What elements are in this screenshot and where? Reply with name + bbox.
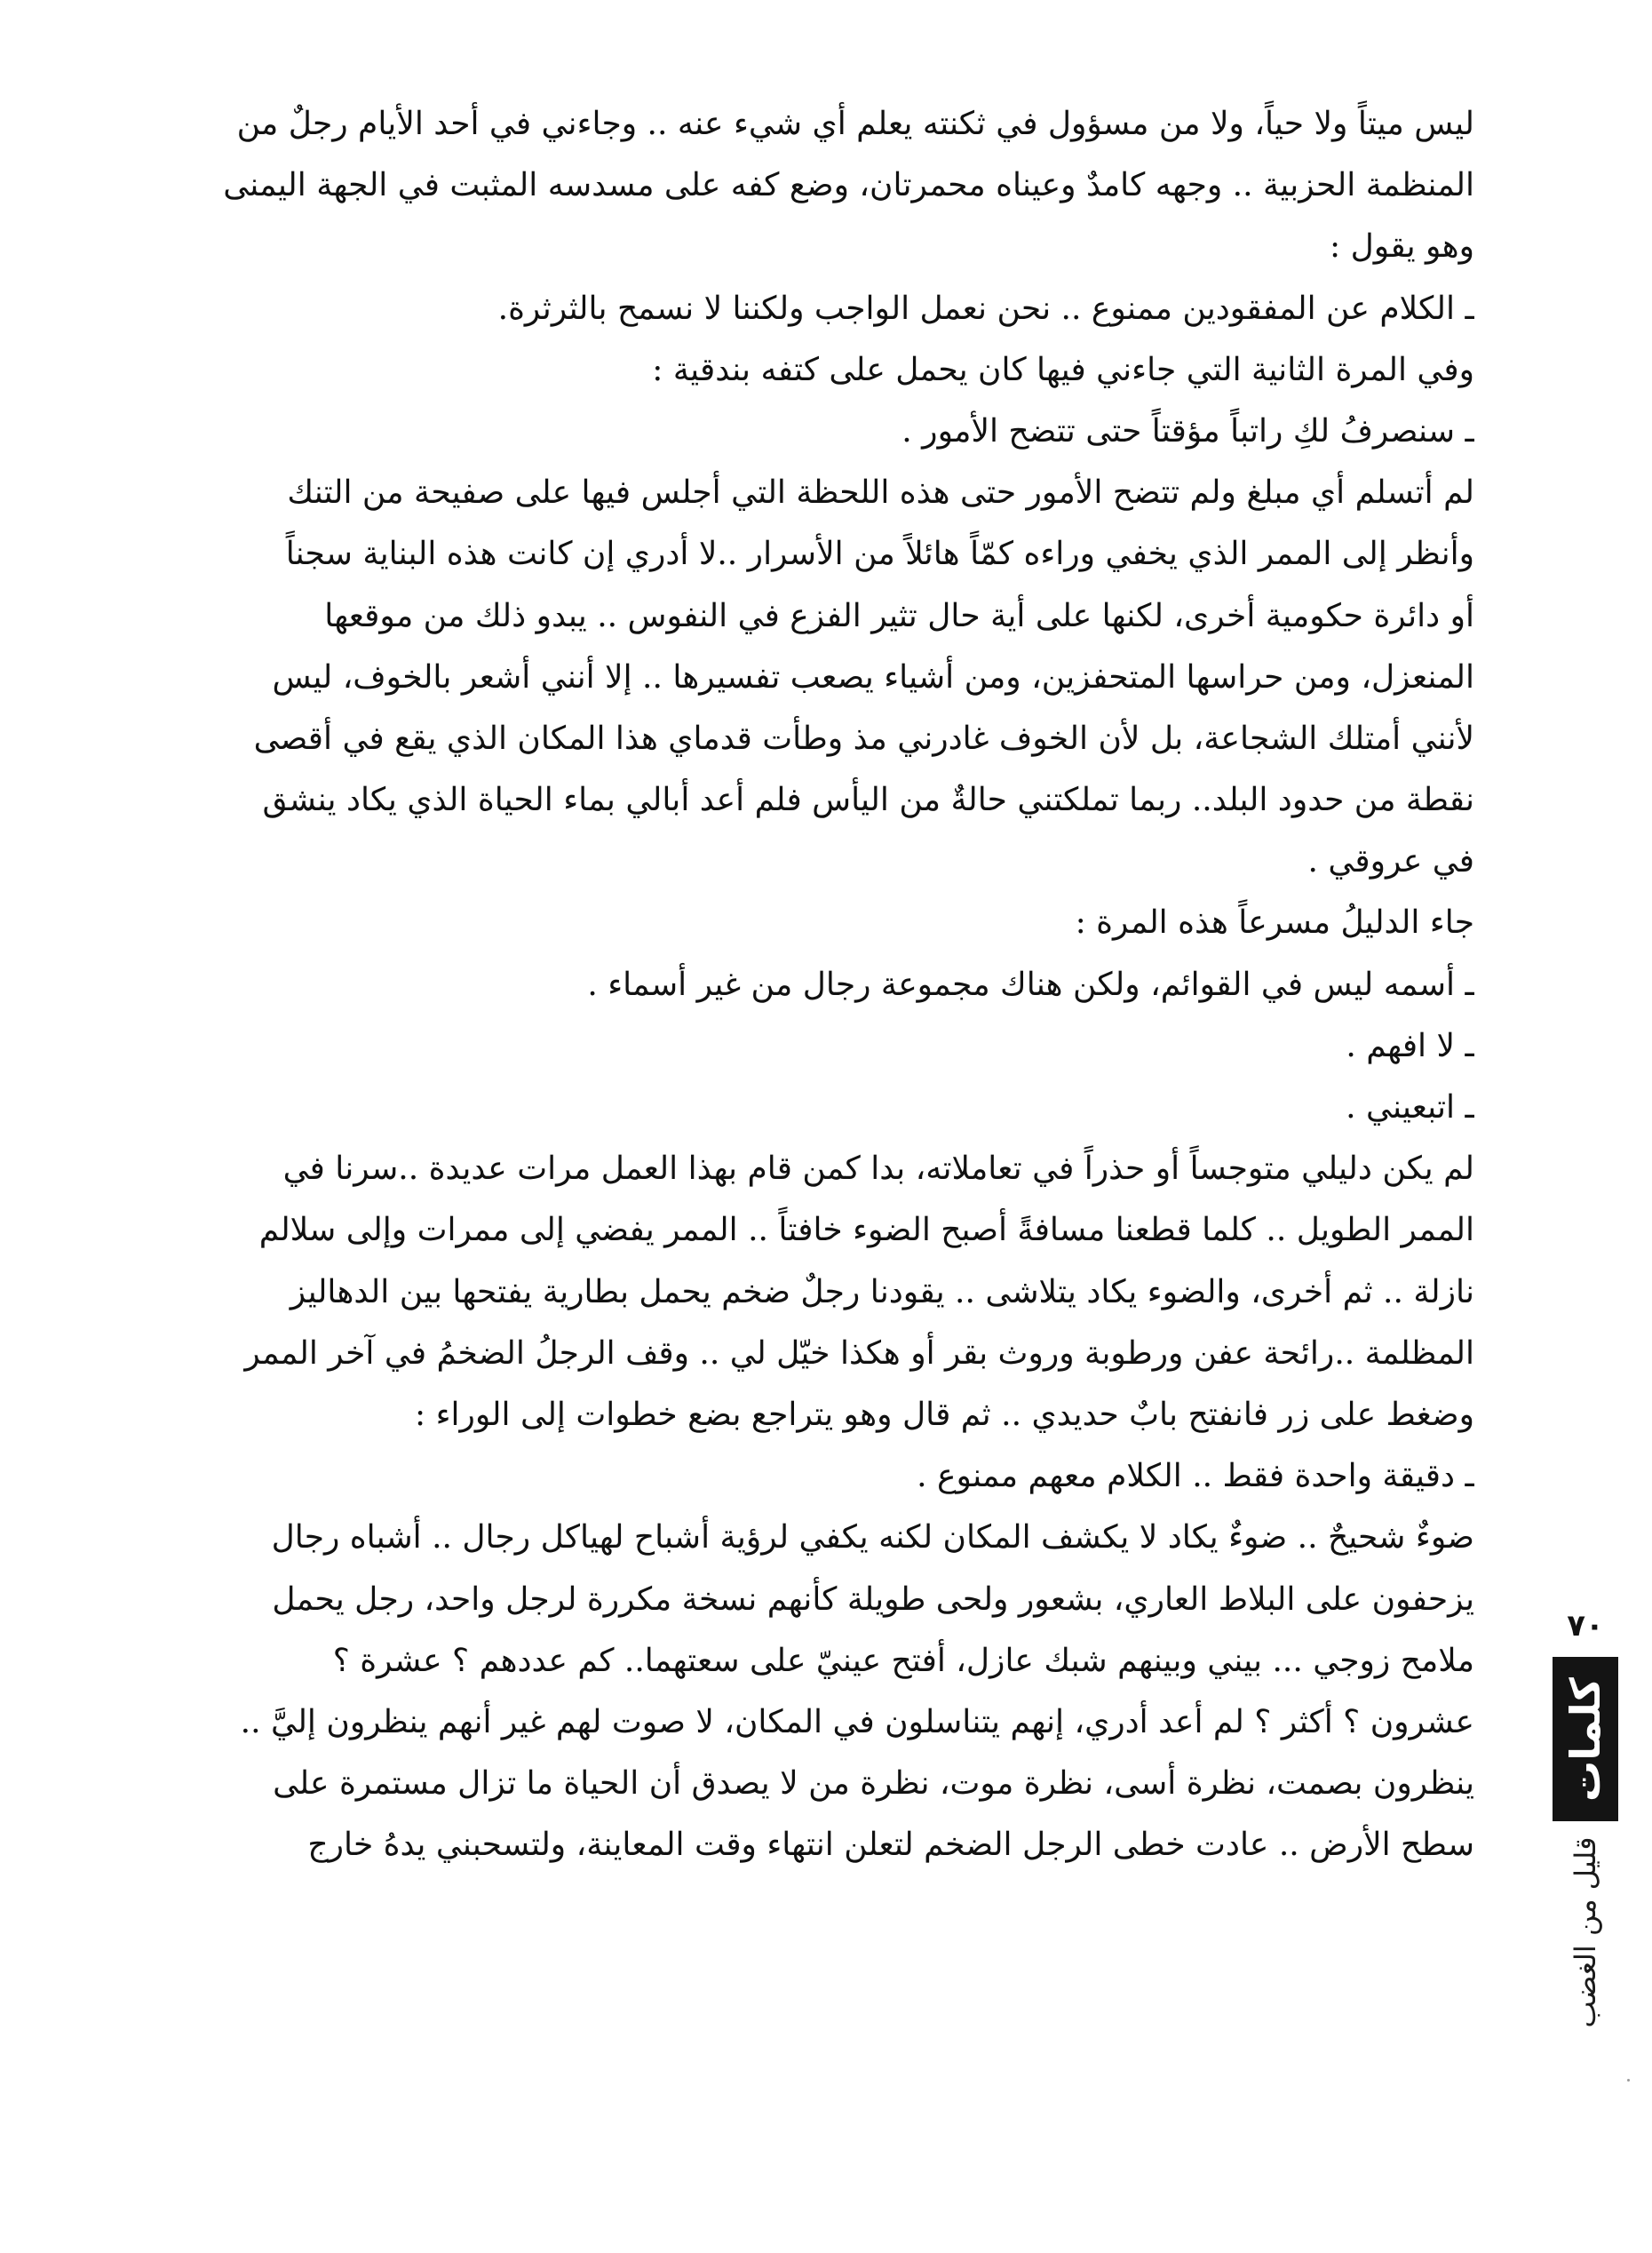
text-line: ليس ميتاً ولا حياً، ولا من مسؤول في ثكنته يعلم أي شيء عنه .. وجاءني في أحد الأيام رجلٌ من	[236, 106, 1474, 142]
text-line: وضغط على زر فانفتح بابٌ حديدي .. ثم قال وهو يتراجع بضع خطوات إلى الوراء :	[415, 1396, 1474, 1433]
text-line: يزحفون على البلاط العاري، بشعور ولحى طويلة كأنهم نسخة مكررة لرجل واحد، رجل يحمل	[272, 1580, 1474, 1618]
text-line: ملامح زوجي ... بيني وبينهم شبك عازل، أفتح عينيّ على سعتهما.. كم عددهم ؟ عشرة ؟	[332, 1642, 1474, 1679]
margin-mark	[1627, 2079, 1630, 2082]
text-line: ـ اتبعيني .	[1346, 1089, 1474, 1126]
text-line: المنعزل، ومن حراسها المتحفزين، ومن أشياء يصعب تفسيرها .. إلا أنني أشعر بالخوف، ليس	[272, 658, 1474, 696]
text-line: وفي المرة الثانية التي جاءني فيها كان يحمل على كتفه بندقية :	[652, 351, 1474, 388]
text-line: ـ دقيقة واحدة فقط .. الكلام معهم ممنوع .	[917, 1458, 1474, 1495]
text-line: لأنني أمتلك الشجاعة، بل لأن الخوف غادرني مذ وطأت قدماي هذا المكان الذي يقع في أقصى	[253, 720, 1474, 757]
text-line: أو دائرة حكومية أخرى، لكنها على أية حال تثير الفزع في النفوس .. يبدو ذلك من موقعها	[324, 597, 1474, 634]
book-title-box	[1556, 1836, 1615, 2028]
text-line: المنظمة الحزبية .. وجهه كامدٌ وعيناه محمرتان، وضع كفه على مسدسه المثبت في الجهة اليمنى	[223, 167, 1474, 204]
book-title: قليل من الغضب	[1569, 1836, 1602, 2028]
text-line: وأنظر إلى الممر الذي يخفي وراءه كمّاً هائلاً من الأسرار ..لا أدري إن كانت هذه البناية سجناً	[285, 536, 1474, 573]
text-line: لم أتسلم أي مبلغ ولم تتضح الأمور حتى هذه اللحظة التي أجلس فيها على صفيحة من التنك	[287, 474, 1474, 512]
text-line: لم يكن دليلي متوجساً أو حذراً في تعاملاته، بدا كمن قام بهذا العمل مرات عديدة ..سرنا في	[282, 1150, 1474, 1188]
text-line: سطح الأرض .. عادت خطى الرجل الضخم لتعلن انتهاء وقت المعاينة، ولتسحبني يدهُ خارج	[307, 1827, 1474, 1864]
text-line: جاء الدليلُ مسرعاً هذه المرة :	[1075, 904, 1474, 942]
text-line: ـ لا افهم .	[1346, 1027, 1474, 1064]
page-margin-header	[1545, 1608, 1625, 2034]
text-line: في عروقي .	[1307, 843, 1474, 880]
text-line: عشرون ؟ أكثر ؟ لم أعد أدري، إنهم يتناسلون في المكان، لا صوت لهم غير أنهم ينظرون إليَّ ..	[240, 1703, 1474, 1740]
text-line: ـ الكلام عن المفقودين ممنوع .. نحن نعمل الواجب ولكننا لا نسمح بالثرثرة.	[497, 290, 1474, 327]
text-line: نقطة من حدود البلد.. ربما تملكتني حالةٌ من اليأس فلم أعد أبالي بماء الحياة الذي يكاد ينشق	[262, 782, 1474, 819]
page-text	[71, 93, 1474, 1875]
series-label-box	[1553, 1657, 1618, 1821]
text-line: ـ سنصرفُ لكِ راتباً مؤقتاً حتى تتضح الأمور .	[901, 412, 1474, 450]
text-line: ـ أسمه ليس في القوائم، ولكن هناك مجموعة رجال من غير أسماء .	[587, 966, 1474, 1003]
text-line: ينظرون بصمت، نظرة أسى، نظرة موت، نظرة من لا يصدق أن الحياة ما تزال مستمرة على	[273, 1765, 1474, 1803]
text-line: نازلة .. ثم أخرى، والضوء يكاد يتلاشى .. يقودنا رجلٌ ضخم يحمل بطارية يفتحها بين الدهاليز	[290, 1273, 1474, 1310]
text-line: المظلمة ..رائحة عفن ورطوبة وروث بقر أو هكذا خيّل لي .. وقف الرجلُ الضخمُ في آخر الممر	[244, 1334, 1474, 1372]
series-title: كلمات	[1561, 1676, 1609, 1802]
text-line: الممر الطويل .. كلما قطعنا مسافةً أصبح الضوء خافتاً .. الممر يفضي إلى ممرات وإلى سلالم	[258, 1212, 1474, 1249]
text-line: ضوءٌ شحيحٌ .. ضوءٌ يكاد لا يكشف المكان لكنه يكفي لرؤية أشباح لهياكل رجال .. أشباه رجال	[271, 1519, 1474, 1556]
page-number: ٧٠	[1567, 1608, 1604, 1644]
text-line: وهو يقول :	[1330, 228, 1474, 266]
